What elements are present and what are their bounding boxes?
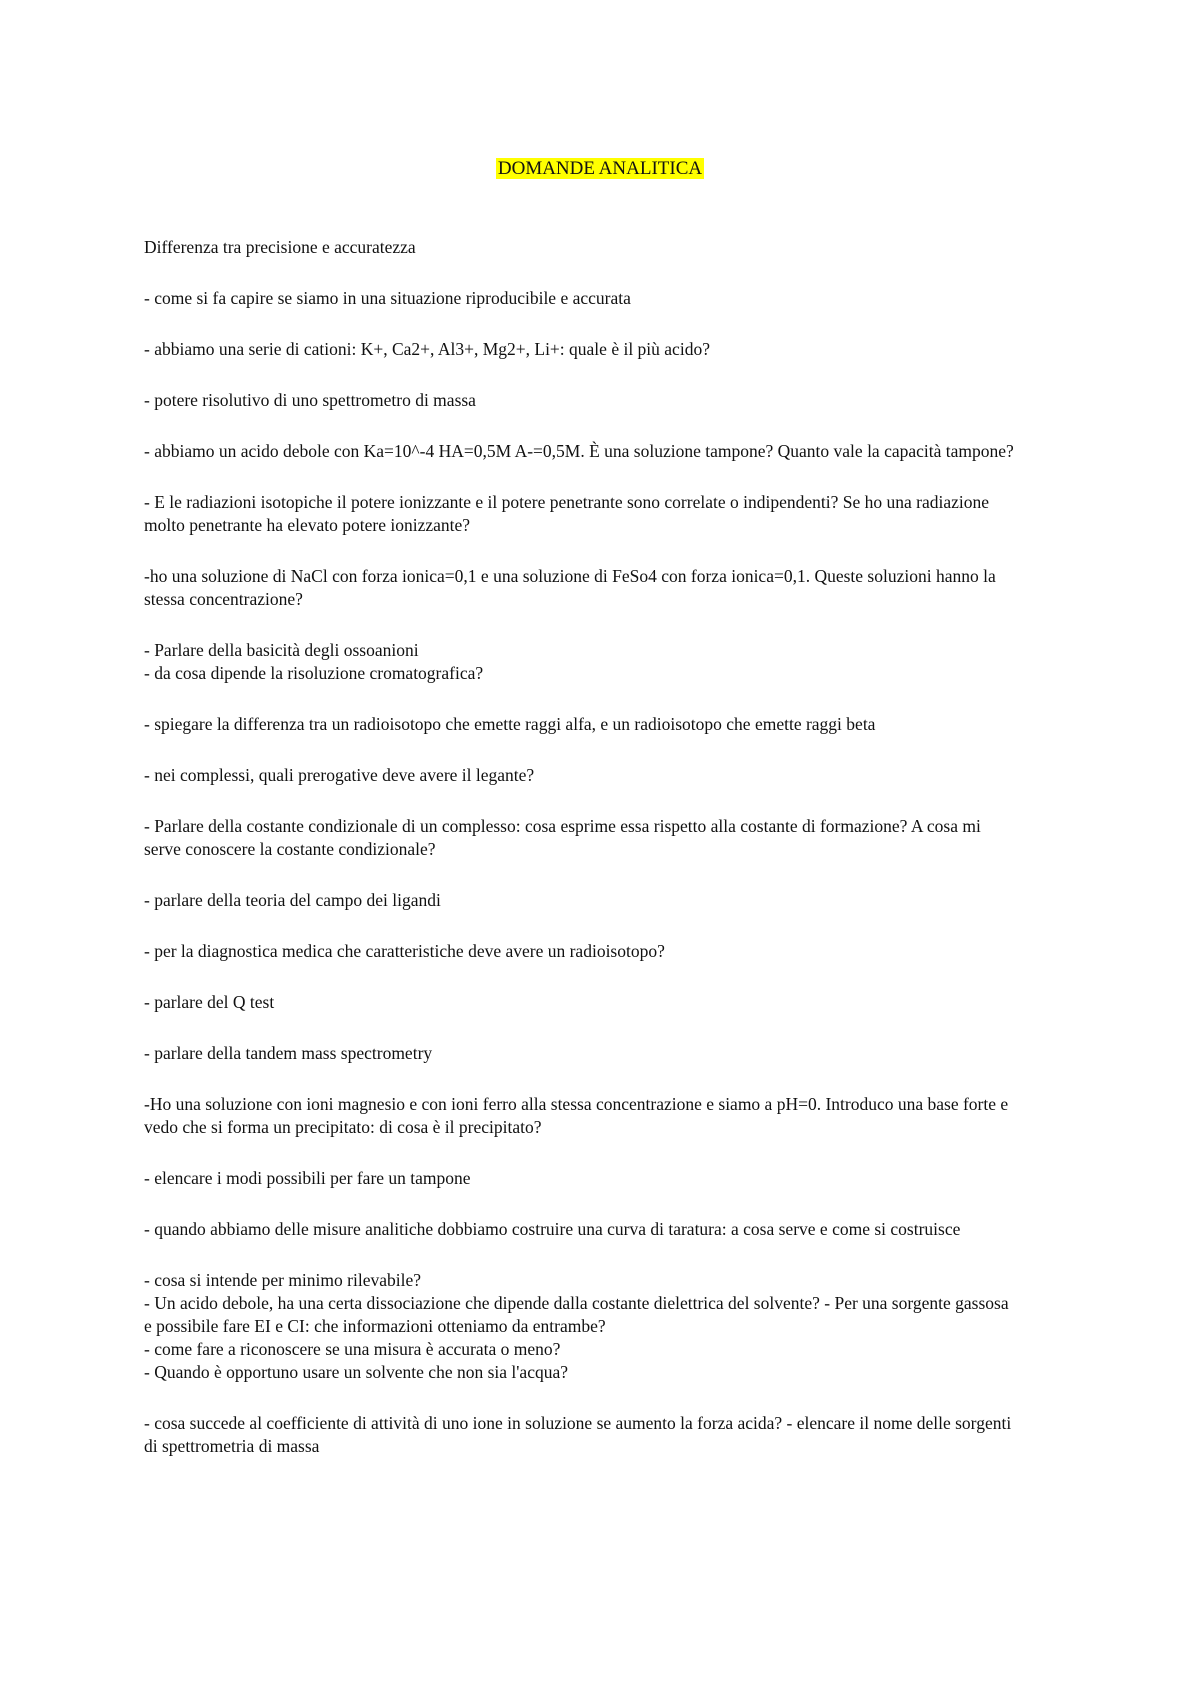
question-line: - come si fa capire se siamo in una situazione riproducibile e accurata bbox=[144, 288, 631, 308]
question-line: - potere risolutivo di uno spettrometro di massa bbox=[144, 390, 476, 410]
question-paragraph bbox=[144, 713, 1014, 736]
question-paragraph bbox=[144, 338, 1014, 361]
question-paragraph bbox=[144, 639, 1014, 685]
question-line: - da cosa dipende la risoluzione cromatografica? bbox=[144, 663, 484, 683]
question-line: Differenza tra precisione e accuratezza bbox=[144, 237, 416, 257]
questions-list bbox=[144, 236, 1014, 1486]
question-line: - cosa si intende per minimo rilevabile? bbox=[144, 1270, 421, 1290]
question-line: - abbiamo una serie di cationi: K+, Ca2+, Al3+, Mg2+, Li+: quale è il più acido? bbox=[144, 339, 710, 359]
question-line: - per la diagnostica medica che caratteristiche deve avere un radioisotopo? bbox=[144, 941, 665, 961]
question-paragraph bbox=[144, 889, 1014, 912]
question-paragraph bbox=[144, 1042, 1014, 1065]
question-paragraph bbox=[144, 1218, 1014, 1241]
question-line: - cosa succede al coefficiente di attività di uno ione in soluzione se aumento la forza acida? - elencare il nome delle sorgenti di spettrometria di massa bbox=[144, 1413, 1012, 1456]
question-line: - Un acido debole, ha una certa dissociazione che dipende dalla costante dielettrica del solvente? - Per una sorgente gassosa e possibile fare EI e CI: che informazioni otteniamo da entrambe? bbox=[144, 1293, 1009, 1336]
question-line: -ho una soluzione di NaCl con forza ionica=0,1 e una soluzione di FeSo4 con forza ionica=0,1. Queste soluzioni hanno la stessa concentrazione? bbox=[144, 566, 996, 609]
question-paragraph bbox=[144, 565, 1014, 611]
question-paragraph bbox=[144, 440, 1014, 463]
question-paragraph bbox=[144, 815, 1014, 861]
question-paragraph bbox=[144, 1412, 1014, 1458]
question-paragraph bbox=[144, 940, 1014, 963]
question-line: - Parlare della costante condizionale di un complesso: cosa esprime essa rispetto alla costante di formazione? A cosa mi serve conoscere la costante condizionale? bbox=[144, 816, 981, 859]
question-line: - quando abbiamo delle misure analitiche dobbiamo costruire una curva di taratura: a cosa serve e come si costruisce bbox=[144, 1219, 961, 1239]
question-line: - parlare della teoria del campo dei ligandi bbox=[144, 890, 441, 910]
document-title: DOMANDE ANALITICA bbox=[497, 158, 703, 179]
question-paragraph bbox=[144, 1167, 1014, 1190]
title-container bbox=[0, 156, 1200, 182]
question-line: - come fare a riconoscere se una misura è accurata o meno? bbox=[144, 1339, 561, 1359]
question-paragraph bbox=[144, 491, 1014, 537]
question-line: - abbiamo un acido debole con Ka=10^-4 HA=0,5M A-=0,5M. È una soluzione tampone? Quanto vale la capacità tampone? bbox=[144, 441, 1014, 461]
question-line: - parlare della tandem mass spectrometry bbox=[144, 1043, 433, 1063]
question-line: - Parlare della basicità degli ossoanioni bbox=[144, 640, 419, 660]
question-paragraph bbox=[144, 287, 1014, 310]
question-line: - E le radiazioni isotopiche il potere ionizzante e il potere penetrante sono correlate o indipendenti? Se ho una radiazione molto penetrante ha elevato potere ionizzante? bbox=[144, 492, 990, 535]
question-paragraph bbox=[144, 764, 1014, 787]
question-paragraph bbox=[144, 1093, 1014, 1139]
question-paragraph bbox=[144, 389, 1014, 412]
question-line: -Ho una soluzione con ioni magnesio e con ioni ferro alla stessa concentrazione e siamo a pH=0. Introduco una base forte e vedo che si forma un precipitato: di cosa è il precipitato? bbox=[144, 1094, 1009, 1137]
question-line: - spiegare la differenza tra un radioisotopo che emette raggi alfa, e un radioisotopo che emette raggi beta bbox=[144, 714, 876, 734]
question-line: - nei complessi, quali prerogative deve avere il legante? bbox=[144, 765, 535, 785]
question-line: - parlare del Q test bbox=[144, 992, 275, 1012]
question-line: - Quando è opportuno usare un solvente che non sia l'acqua? bbox=[144, 1362, 568, 1382]
question-paragraph bbox=[144, 1269, 1014, 1384]
question-line: - elencare i modi possibili per fare un tampone bbox=[144, 1168, 471, 1188]
question-paragraph bbox=[144, 236, 1014, 259]
question-paragraph bbox=[144, 991, 1014, 1014]
